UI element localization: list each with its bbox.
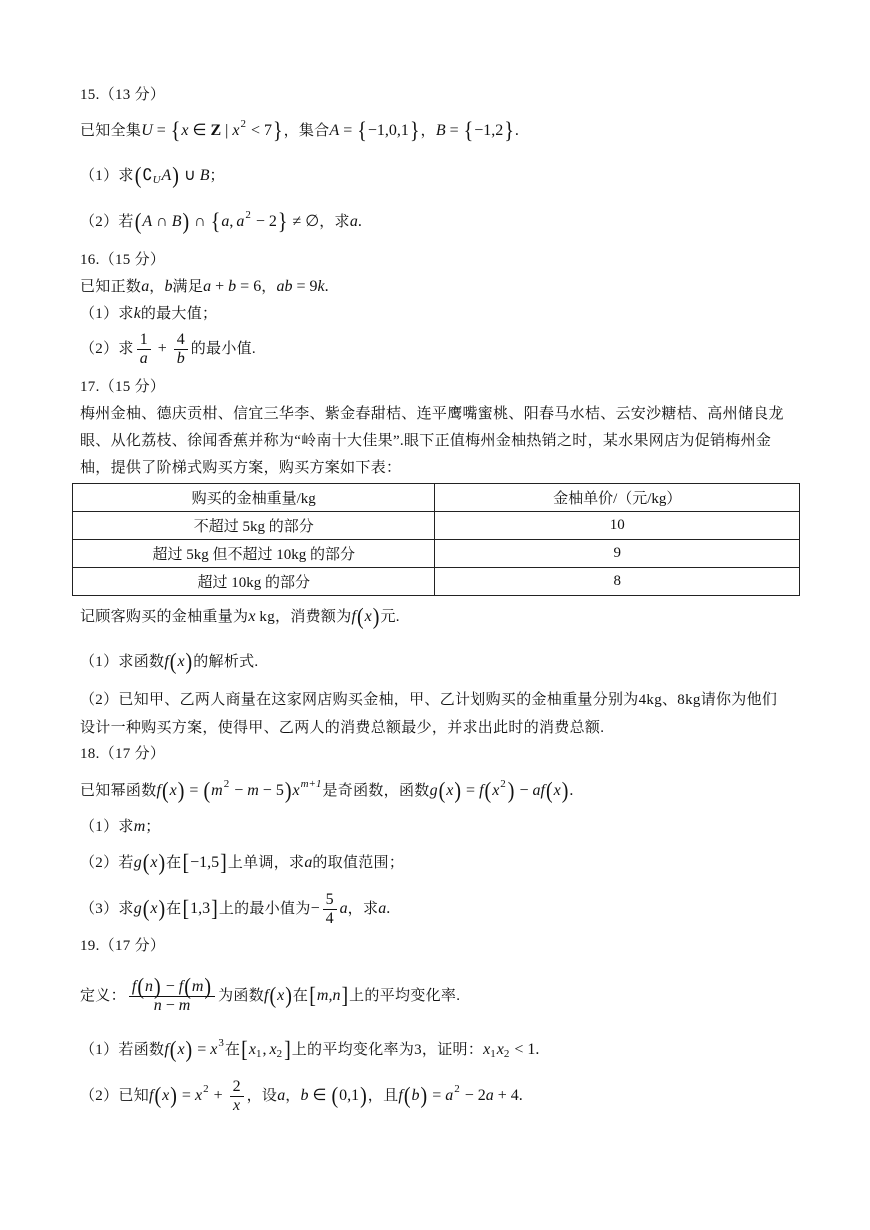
fraction [129,973,215,1015]
text-run: 上的平均变化率为3，证明： [291,1042,484,1058]
math-variable: A [142,213,153,230]
text-run: 为函数 [218,988,264,1004]
math-bracket: [ [182,850,190,876]
text-run: 梅州金柚、德庆贡柑、信宜三华李、紫金春甜桔、连平鹰嘴蜜桃、阳春马水桔、云安沙糖桔、高州储良龙 [80,406,784,422]
math-operator: − [310,900,320,917]
fraction-numerator: 1 [137,331,151,350]
q17-intro-line [80,458,401,478]
math-bracket: ) [154,973,161,1000]
fraction-numerator: 4 [174,331,188,350]
q18-heading [80,744,165,764]
math-bracket: { [463,118,474,144]
math-symbol: . [514,122,519,139]
text-run: 已知全集 [80,123,142,139]
math-bracket: ( [169,1037,177,1063]
math-bracket: { [210,209,221,235]
math-operator: ∈ [192,122,207,139]
text-run: 元. [380,609,400,625]
text-run: 的最大值； [140,306,218,322]
math-variable: b [228,278,237,295]
superscript: 2 [245,209,251,221]
math-symbol: . [357,213,362,230]
math-number: 4 [510,1087,519,1104]
text-run: 上的最小值为 [218,901,311,917]
math-bracket: ) [507,778,515,804]
text-run: （2）已知甲、乙两人商量在这家网店购买金柚，甲、乙计划购买的金柚重量分别为4kg、8kg请你为他们 [80,692,778,708]
math-variable: A [161,167,172,184]
math-variable: m [247,782,259,799]
math-bracket: [ [241,1037,248,1063]
q18-part2 [80,850,405,876]
q15-heading [80,85,165,105]
math-bracket: ( [142,850,150,876]
text-run: 满足 [172,279,204,295]
math-operator: − [165,996,175,1014]
math-bracket: ) [170,1083,177,1109]
math-number: 6 [253,278,262,295]
math-variable: g [429,782,438,799]
text-run: （2）若 [80,214,134,230]
text-run: ，求 [319,214,350,230]
math-operator: + [215,278,225,295]
math-variable: x [483,1041,491,1058]
text-run: （3）求 [80,901,134,917]
q16-stem [80,277,329,297]
math-bracket: ( [484,778,492,804]
text-run: （1）求 [80,168,134,184]
math-variable: m [178,996,191,1014]
math-operator: ∪ [183,167,196,184]
math-variable: f [178,977,184,995]
math-operator: = [156,122,166,139]
table-cell: 9 [435,540,800,568]
math-bracket: ) [420,1083,428,1109]
subscript: 2 [503,1048,510,1060]
math-symbol: . [386,900,391,917]
fraction [323,891,337,928]
text-run: （1）若函数 [80,1042,165,1058]
math-symbol: ∁ [142,167,153,184]
math-operator: − [165,977,175,995]
text-run: ， [149,279,165,295]
math-bracket: ] [220,850,227,876]
math-bracket: ( [356,604,364,630]
text-run: ，集合 [283,123,330,139]
text-run: 上的平均变化率. [349,988,461,1004]
math-bracket: ( [184,973,191,1000]
text-run: （1）求 [80,819,134,835]
math-bracket: [ [309,983,316,1009]
math-bracket: ) [454,778,462,804]
text-run: 的最小值. [190,341,256,357]
math-variable: a [236,213,245,230]
math-variable: g [133,854,142,871]
text-run: ； [209,168,225,184]
q15-part1 [80,163,225,189]
math-operator: − [464,1087,474,1104]
table-cell: 超过 5kg 但不超过 10kg 的部分 [73,540,435,568]
table-row [73,540,800,568]
subscript: 1 [255,1048,262,1060]
superscript: 2 [203,1083,209,1095]
table-cell: 超过 10kg 的部分 [73,568,435,596]
math-bracket: ) [285,983,292,1009]
math-symbol: . [535,1041,540,1058]
q19-part1 [80,1037,540,1063]
math-bracket: ) [182,209,190,235]
q18-stem [80,778,574,804]
subscript: 1 [490,1048,496,1060]
math-operator: ∈ [312,1087,327,1104]
math-variable: a [221,213,230,230]
text-run: 眼、从化荔枝、徐闻香蕉并称为“岭南十大佳果”.眼下正值梅州金柚热销之时，某水果网店为促销梅州金 [80,433,772,449]
text-run: 已知正数 [80,279,142,295]
q15-stem [80,118,519,144]
math-variable: a [141,278,150,295]
q17-part2-line [80,690,777,710]
math-bracket: ) [185,1037,193,1063]
text-run: 柚，提供了阶梯式购买方案，购买方案如下表： [80,460,402,476]
math-operator: = [432,1087,442,1104]
math-variable: a [304,854,313,871]
text-run: ，且 [367,1088,399,1104]
math-bracket: ( [438,778,446,804]
math-operator: ∩ [156,213,168,230]
math-operator: = [343,122,353,139]
math-variable: a [349,213,358,230]
question-heading: 15.（13 分） [80,87,166,103]
math-variable: f [479,782,484,799]
math-operator: | [225,122,229,139]
math-variable: x [492,782,500,799]
math-bracket: [ [182,896,190,922]
math-variable: m [133,818,146,835]
text-run: ； [145,819,161,835]
fraction-denominator: b [176,349,185,367]
math-variable: a [277,1087,286,1104]
math-operator: = [449,122,459,139]
math-variable: x [248,1041,256,1058]
math-bracket: ( [169,649,177,675]
text-run: ，设 [246,1088,278,1104]
math-variable: a [445,1087,454,1104]
text-run: ， [261,279,277,295]
math-bracket: ] [284,1037,291,1063]
q19-heading [80,936,165,956]
math-variable: k [133,305,141,322]
table-row [73,512,800,540]
math-operator: = [240,278,250,295]
math-operator: < [250,122,260,139]
column-header-price: 金柚单价/（元/kg） [435,484,800,512]
math-bracket: ) [172,163,179,189]
column-header-weight: 购买的金柚重量/kg [73,484,435,512]
fraction [230,1078,244,1115]
text-run: ， [285,1088,301,1104]
math-operator: − [255,213,265,230]
text-run: （2）若 [80,855,134,871]
text-run: 是奇函数，函数 [322,783,430,799]
math-variable: x [364,608,372,625]
math-operator: − [234,782,244,799]
q19-definition [80,973,461,1014]
text-run: 已知幂函数 [80,783,157,799]
text-run: 上单调，求 [227,855,305,871]
math-variable: af [532,782,545,799]
table-row [73,568,800,596]
math-bracket: ] [341,983,349,1009]
math-bracket: { [170,118,181,144]
math-bracket: } [272,118,283,144]
math-bracket: ) [372,604,380,630]
math-variable: x [150,900,158,917]
math-operator: = [189,782,199,799]
superscript: 2 [240,118,246,130]
math-variable: x [177,1041,185,1058]
math-operator: + [157,340,167,357]
math-variable: b [300,1087,309,1104]
fraction [137,331,151,368]
math-variable: U [141,122,153,139]
text-run: 在 [166,901,182,917]
math-bracket: ( [545,778,553,804]
math-variable: x [292,782,300,799]
q16-part2 [80,330,256,367]
math-operator: = [197,1041,207,1058]
math-variable: f [264,987,269,1004]
subscript: 2 [276,1048,283,1060]
text-run: 的取值范围； [312,855,405,871]
math-operator: − [519,782,529,799]
math-number: 2 [268,213,277,230]
math-variable: f [398,1087,403,1104]
math-symbol: ∅ [305,213,320,230]
math-operator: ∩ [194,213,206,230]
table-cell: 10 [435,512,800,540]
math-variable: f [164,1041,169,1058]
math-bracket: { [357,118,367,144]
math-bracket: ( [203,778,211,804]
math-bracket: ) [360,1083,367,1109]
superscript: 3 [218,1037,224,1049]
table-cell: 8 [435,568,800,596]
question-heading: 17.（15 分） [80,379,166,395]
math-bracket: ) [177,778,185,804]
math-bracket: ( [137,973,145,1000]
math-bracket: ( [269,983,277,1009]
fraction-denominator: a [139,349,148,367]
text-run: 定义： [80,988,126,1004]
math-number: 1 [527,1041,536,1058]
math-variable: x [496,1041,504,1058]
math-variable: x [162,1087,170,1104]
math-bracket: ) [158,896,166,922]
math-bracket: } [504,118,514,144]
fraction-numerator: 5 [323,891,337,910]
math-variable: b [164,278,173,295]
math-number: 2 [477,1087,486,1104]
superscript: 2 [454,1083,460,1095]
math-symbol: . [569,782,574,799]
math-variable: a [485,1087,494,1104]
math-operator: − [262,782,272,799]
math-variable: f [351,608,356,625]
q16-heading [80,250,165,270]
math-symbol: , [262,1041,267,1058]
math-bracket: } [277,209,288,235]
math-variable: m,n [316,987,341,1004]
superscript: 2 [223,778,230,790]
text-run: （1）求 [80,306,134,322]
math-number: −1,5 [190,854,220,871]
text-run: 的解析式. [193,654,259,670]
math-bracket: } [409,118,420,144]
math-bracket: ( [403,1083,411,1109]
math-variable: g [133,900,142,917]
math-operator: + [213,1087,223,1104]
text-run: 在 [292,988,309,1004]
q18-part3 [80,890,391,927]
q15-part2 [80,209,362,235]
math-bracket: ( [154,1083,162,1109]
math-symbol: . [518,1087,523,1104]
math-variable: x [177,653,185,670]
math-variable: f [156,782,161,799]
math-bracket: ] [211,896,218,922]
math-number: 7 [263,122,272,139]
math-operator: + [497,1087,507,1104]
math-variable: f [149,1087,154,1104]
math-symbol: Z [210,122,222,139]
q17-intro-line [80,404,784,424]
math-variable: A [329,122,340,139]
math-variable: B [435,122,446,139]
math-bracket: ) [284,778,292,804]
fraction-denominator: 4 [325,909,334,927]
text-run: ，求 [347,901,379,917]
math-variable: f [131,977,137,995]
math-variable: x [150,854,158,871]
math-symbol: , [229,213,234,230]
superscript: m+1 [300,778,322,790]
text-run: ， [420,123,436,139]
superscript: 2 [500,778,506,790]
math-bracket: ( [134,209,142,235]
math-variable: n [153,996,162,1014]
math-operator: = [296,278,306,295]
fraction-numerator [129,973,215,1000]
math-number: −1,2 [474,122,504,139]
math-number: −1,0,1 [367,122,409,139]
math-operator: ≠ [292,213,302,230]
math-bracket: ) [185,649,193,675]
math-variable: x [248,608,256,625]
math-variable: n [145,977,154,995]
math-bracket: ( [142,896,150,922]
math-variable: b [411,1087,420,1104]
q17-intro-line [80,431,771,451]
math-variable: x [269,1041,277,1058]
math-variable: a [203,278,212,295]
math-bracket: ) [204,973,212,1000]
text-run: 记顾客购买的金柚重量为 [80,609,249,625]
math-variable: m [211,782,223,799]
math-bracket: ( [134,163,142,189]
math-number: 5 [275,782,284,799]
text-run: （1）求函数 [80,654,165,670]
math-variable: ab [276,278,293,295]
math-number: 0,1 [339,1087,360,1104]
math-number: 1,3 [190,900,211,917]
question-heading: 16.（15 分） [80,252,166,268]
table-header-row [73,484,800,512]
text-run: 在 [166,855,182,871]
math-bracket: ) [561,778,569,804]
math-variable: x [169,782,177,799]
q17-part2-line [80,718,604,738]
math-operator: = [466,782,476,799]
question-heading: 19.（17 分） [80,938,166,954]
math-bracket: ( [161,778,169,804]
price-table [72,483,800,596]
math-variable: x [446,782,454,799]
math-variable: m [191,977,204,995]
q17-part1 [80,649,259,675]
q19-part2 [80,1077,523,1114]
math-variable: k [317,278,325,295]
math-bracket: ( [331,1083,339,1109]
math-variable: B [199,167,210,184]
math-operator: = [181,1087,191,1104]
math-variable: x [553,782,561,799]
math-variable: x [194,1087,203,1104]
text-run: 设计一种购买方案，使得甲、乙两人的消费总额最少，并求出此时的消费总额. [80,720,605,736]
math-number: 9 [309,278,318,295]
q18-part1 [80,817,161,837]
fraction-numerator: 2 [230,1078,244,1097]
text-run: kg，消费额为 [259,609,352,625]
text-run: （2）求 [80,341,134,357]
q16-part1 [80,304,217,324]
math-variable: a [378,900,387,917]
text-run: （2）已知 [80,1088,150,1104]
question-heading: 18.（17 分） [80,746,166,762]
table-cell: 不超过 5kg 的部分 [73,512,435,540]
math-symbol: . [324,278,329,295]
fraction [174,331,188,368]
math-variable: x [181,122,189,139]
math-variable: a [339,900,348,917]
math-variable: x [210,1041,218,1058]
fraction-denominator: x [233,1096,241,1114]
math-operator: < [514,1041,524,1058]
math-variable: f [164,653,169,670]
q17-note [80,604,400,630]
math-bracket: ) [158,850,166,876]
subscript: U [152,174,161,186]
math-variable: x [232,122,240,139]
math-variable: x [277,987,285,1004]
text-run: 在 [224,1042,241,1058]
math-variable: B [171,213,182,230]
q17-heading [80,377,165,397]
